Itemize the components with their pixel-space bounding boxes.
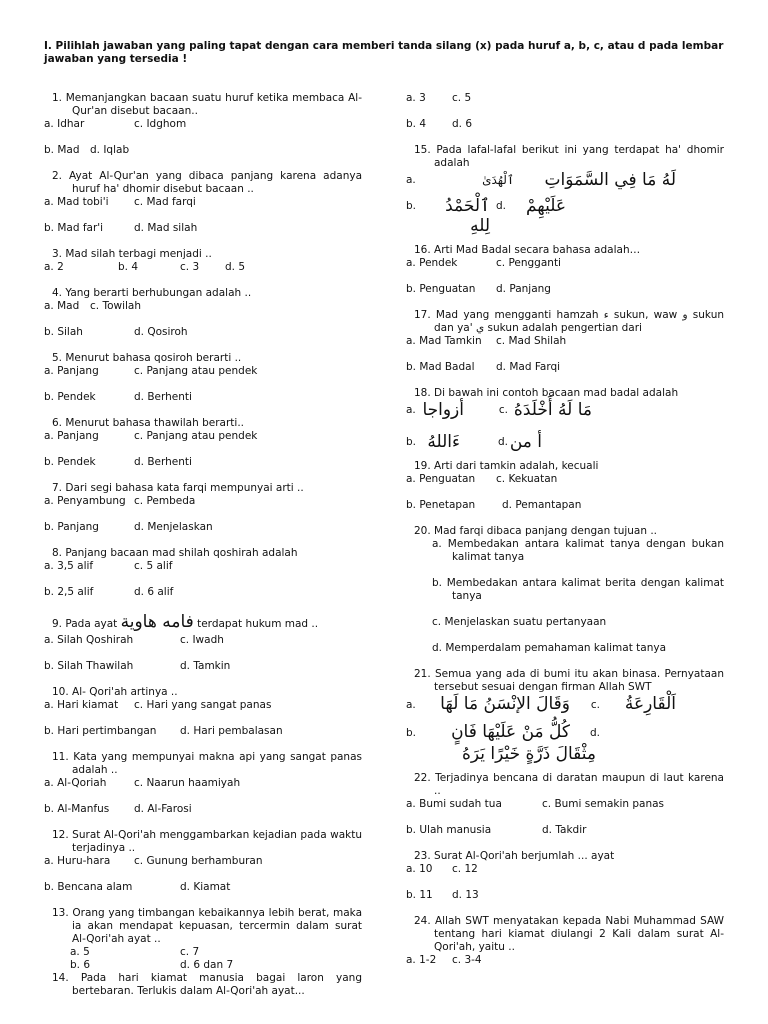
question-text: 13. Orang yang timbangan kebaikannya lebih berat, maka ia akan mendapat kepuasan, tercermin dalam surat Al-Qori'ah ayat .. xyxy=(52,907,362,945)
question-22 xyxy=(406,772,724,837)
question-text: 5. Menurut bahasa qosiroh berarti .. xyxy=(52,352,242,364)
question-11 xyxy=(44,751,362,816)
option-a: a. Silah Qoshirah xyxy=(44,634,134,646)
option-b: b. Penetapan xyxy=(406,499,476,511)
option-a: a. Penguatan xyxy=(406,473,476,485)
option-c: c. Pengganti xyxy=(496,257,561,269)
option-d: d. 6 dan 7 xyxy=(180,959,234,971)
instruction-text: I. Pilihlah jawaban yang paling tapat dengan cara memberi tanda silang (x) pada huruf a, b, c, atau d pada lembar jawaban yang tersedia ! xyxy=(44,40,724,65)
question-15: 15. Pada lafal-lafal berikut ini yang terdapat ha' dhomir adalah a. ٱلْهُدَىٰ لَهُ مَا فِي السَّمَوَاتِ b. ٱلْحَمْدُ لِلهِ d. عَلَيْهِمْ xyxy=(406,144,724,236)
question-3 xyxy=(44,248,362,274)
question-text: 8. Panjang bacaan mad shilah qoshirah adalah xyxy=(52,547,298,559)
question-12 xyxy=(44,829,362,894)
option-c: c. Iwadh xyxy=(180,634,224,646)
option-a: a. 2 xyxy=(44,261,64,273)
option-d: d. Menjelaskan xyxy=(134,521,213,533)
question-2 xyxy=(44,170,362,235)
option-c: c. Pembeda xyxy=(134,495,196,507)
option-a: a. 3 xyxy=(406,92,426,104)
option-d: d. Qosiroh xyxy=(134,326,188,338)
option-a: a. Pendek xyxy=(406,257,458,269)
option-a: a. Hari kiamat xyxy=(44,699,119,711)
option-b-arabic: كُلُّ مَنْ عَلَيْهَا فَانٍ xyxy=(451,722,570,742)
question-text: 7. Dari segi bahasa kata farqi mempunyai arti .. xyxy=(52,482,304,494)
option-d: d. Mad silah xyxy=(134,222,198,234)
option-c: c. Panjang atau pendek xyxy=(134,365,258,377)
option-a: a. 5 xyxy=(70,946,90,958)
question-text: 21. Semua yang ada di bumi itu akan binasa. Pernyataan tersebut sesuai dengan firman Allah SWT xyxy=(414,668,724,693)
option-a: a. Penyambung xyxy=(44,495,126,507)
question-5 xyxy=(44,352,362,404)
question-text: 23. Surat Al-Qori'ah berjumlah ... ayat xyxy=(414,850,615,862)
question-4 xyxy=(44,287,362,339)
option-d: d. Tamkin xyxy=(180,660,231,672)
option-a: a. 10 xyxy=(406,863,433,875)
option-d: d. Berhenti xyxy=(134,391,192,403)
option-c: c. Bumi semakin panas xyxy=(542,798,665,810)
option-b: b. Pendek xyxy=(44,456,96,468)
question-text: 2. Ayat Al-Qur'an yang dibaca panjang karena adanya huruf ha' dhomir disebut bacaan .. xyxy=(52,170,362,195)
option-b: b. Silah xyxy=(44,326,83,338)
option-c: c. 3 xyxy=(180,261,200,273)
option-c-arabic: مَا لَهُ أَخْلَدَهُ xyxy=(513,400,592,420)
option-a: a. Panjang xyxy=(44,365,99,377)
option-a: a. Membedakan antara kalimat tanya dengan bukan kalimat tanya xyxy=(432,538,724,563)
option-d: d. Iqlab xyxy=(90,144,130,156)
question-text: 4. Yang berarti berhubungan adalah .. xyxy=(52,287,252,299)
option-a: a. Al-Qoriah xyxy=(44,777,107,789)
option-b: b. 11 xyxy=(406,889,433,901)
option-c: c. Idghom xyxy=(134,118,187,130)
option-b: b. 4 xyxy=(406,118,427,130)
option-a: a. Panjang xyxy=(44,430,99,442)
question-13 xyxy=(44,907,362,972)
question-text: 22. Terjadinya bencana di daratan maupun di laut karena .. xyxy=(414,772,724,797)
option-b: b. 4 xyxy=(118,261,139,273)
question-9 xyxy=(44,612,362,673)
question-text: 11. Kata yang mempunyai makna api yang sangat panas adalah .. xyxy=(52,751,362,776)
question-14 xyxy=(44,972,362,998)
option-a: a. Huru-hara xyxy=(44,855,111,867)
option-a: a. Mad xyxy=(44,300,80,312)
option-d: d. Hari pembalasan xyxy=(180,725,283,737)
option-c: c. 7 xyxy=(180,946,200,958)
question-text: 9. Pada ayat فامه هاوية terdapat hukum mad .. xyxy=(52,612,319,632)
option-c: c. Gunung berhamburan xyxy=(134,855,263,867)
question-text: 1. Memanjangkan bacaan suatu huruf ketika membaca Al-Qur'an disebut bacaan.. xyxy=(52,92,362,117)
option-a-arabic: ٱلْهُدَىٰ xyxy=(482,173,514,187)
question-text: 14. Pada hari kiamat manusia bagai laron yang bertebaran. Terlukis dalam Al-Qori'ah ayat... xyxy=(52,972,362,997)
option-d: d. Kiamat xyxy=(180,881,231,893)
option-c: c. 3-4 xyxy=(452,954,482,966)
question-8 xyxy=(44,547,362,599)
option-d-arabic: أ من xyxy=(509,432,542,452)
question-6 xyxy=(44,417,362,469)
question-1 xyxy=(44,92,362,157)
option-d: d. Pemantapan xyxy=(502,499,582,511)
option-d-arabic: مِثْقَالَ ذَرَّةٍ خَيْرًا يَرَهُ xyxy=(461,744,596,764)
option-d: d. Al-Farosi xyxy=(134,803,192,815)
option-a-arabic: أزواجا xyxy=(422,400,464,420)
option-b: b. 6 xyxy=(70,959,91,971)
question-text: 10. Al- Qori'ah artinya .. xyxy=(52,686,178,698)
option-c: c. 5 xyxy=(452,92,472,104)
question-18: 18. Di bawah ini contoh bacaan mad badal adalah a. أزواجا c. مَا لَهُ أَخْلَدَهُ b. ءَاللهُ d. أ من xyxy=(406,387,724,452)
option-d: d. Panjang xyxy=(496,283,551,295)
option-b: b. Pendek xyxy=(44,391,96,403)
question-23 xyxy=(406,850,724,902)
question-text: 18. Di bawah ini contoh bacaan mad badal adalah xyxy=(414,387,679,399)
option-b: b. Mad far'i xyxy=(44,222,104,234)
option-c: c. Hari yang sangat panas xyxy=(134,699,272,711)
option-a: a. Mad tobi'i xyxy=(44,196,109,208)
question-16 xyxy=(406,244,724,296)
option-d: d. Berhenti xyxy=(134,456,192,468)
option-b: b. Mad xyxy=(44,144,80,156)
question-text: 15. Pada lafal-lafal berikut ini yang terdapat ha' dhomir adalah xyxy=(414,144,724,169)
option-c-arabic: لَهُ مَا فِي السَّمَوَاتِ xyxy=(544,170,676,190)
option-d-arabic: عَلَيْهِمْ xyxy=(525,196,566,216)
option-a: a. 1-2 xyxy=(406,954,437,966)
option-a: a. Bumi sudah tua xyxy=(406,798,502,810)
option-c: c. Towilah xyxy=(90,300,142,312)
option-a: a. Idhar xyxy=(44,118,85,130)
option-d: d. 6 alif xyxy=(134,586,174,598)
option-d: d. Mad Farqi xyxy=(496,361,561,373)
option-b: b. Penguatan xyxy=(406,283,476,295)
option-b: b. Bencana alam xyxy=(44,881,133,893)
question-24 xyxy=(406,915,724,967)
question-text: 17. Mad yang mengganti hamzah ء sukun, waw و sukun dan ya' ي sukun adalah pengertian dari xyxy=(414,309,725,334)
option-d: d. Memperdalam pemahaman kalimat tanya xyxy=(432,642,667,654)
option-b: b. Al-Manfus xyxy=(44,803,110,815)
option-b: b. Ulah manusia xyxy=(406,824,492,836)
option-b-arabic: ءَاللهُ xyxy=(427,432,460,452)
option-a: a. 3,5 alif xyxy=(44,560,94,572)
option-c-arabic: اَلْقَارِعَةُ xyxy=(624,694,676,714)
option-b: b. Membedakan antara kalimat berita dengan kalimat tanya xyxy=(432,577,724,602)
option-b-arabic: ٱلْحَمْدُ لِلهِ xyxy=(445,196,490,236)
option-b: b. Mad Badal xyxy=(406,361,475,373)
question-19 xyxy=(406,460,724,512)
question-text: 12. Surat Al-Qori'ah menggambarkan kejadian pada waktu terjadinya .. xyxy=(52,829,362,854)
option-a-arabic: وَقَالَ الإنْسَنُ مَا لَهَا xyxy=(440,694,570,714)
question-10 xyxy=(44,686,362,738)
option-a: a. Mad Tamkin xyxy=(406,335,482,347)
question-14-options xyxy=(406,92,724,131)
question-text: 3. Mad silah terbagi menjadi .. xyxy=(52,248,212,260)
question-text: 24. Allah SWT menyatakan kepada Nabi Muhammad SAW tentang hari kiamat diulangi 2 Kali dalam surat Al-Qori'ah, yaitu .. xyxy=(414,915,724,953)
question-21: 21. Semua yang ada di bumi itu akan binasa. Pernyataan tersebut sesuai dengan firman Allah SWT a. وَقَالَ الإنْسَنُ مَا لَهَا c. اَلْقَارِعَةُ b. كُلُّ مَنْ عَلَيْهَا فَانٍ d. مِثْقَالَ ذَرَّةٍ خَيْرًا يَرَهُ xyxy=(406,668,724,764)
left-column xyxy=(44,92,362,998)
option-c: c. 12 xyxy=(452,863,478,875)
option-b: b. Hari pertimbangan xyxy=(44,725,157,737)
question-text: 16. Arti Mad Badal secara bahasa adalah… xyxy=(414,244,641,256)
option-c: c. 5 alif xyxy=(134,560,173,572)
option-c: c. Mad farqi xyxy=(134,196,196,208)
option-d: d. Takdir xyxy=(542,824,587,836)
question-17 xyxy=(406,309,724,374)
question-text: 19. Arti dari tamkin adalah, kecuali xyxy=(414,460,599,472)
question-text: 6. Menurut bahasa thawilah berarti.. xyxy=(52,417,244,429)
option-d: d. 13 xyxy=(452,889,479,901)
option-d: d. 6 xyxy=(452,118,473,130)
option-b: b. Panjang xyxy=(44,521,99,533)
option-b: b. 2,5 alif xyxy=(44,586,94,598)
option-c: c. Menjelaskan suatu pertanyaan xyxy=(432,616,607,628)
question-20 xyxy=(406,525,724,655)
option-d: d. 5 xyxy=(225,261,246,273)
question-text: 20. Mad farqi dibaca panjang dengan tujuan .. xyxy=(414,525,658,537)
option-b: b. Silah Thawilah xyxy=(44,660,134,672)
right-column xyxy=(406,92,724,967)
question-7 xyxy=(44,482,362,534)
option-c: c. Mad Shilah xyxy=(496,335,567,347)
option-c: c. Panjang atau pendek xyxy=(134,430,258,442)
option-c: c. Kekuatan xyxy=(496,473,558,485)
arabic-phrase: فامه هاوية xyxy=(120,612,194,632)
option-c: c. Naarun haamiyah xyxy=(134,777,241,789)
